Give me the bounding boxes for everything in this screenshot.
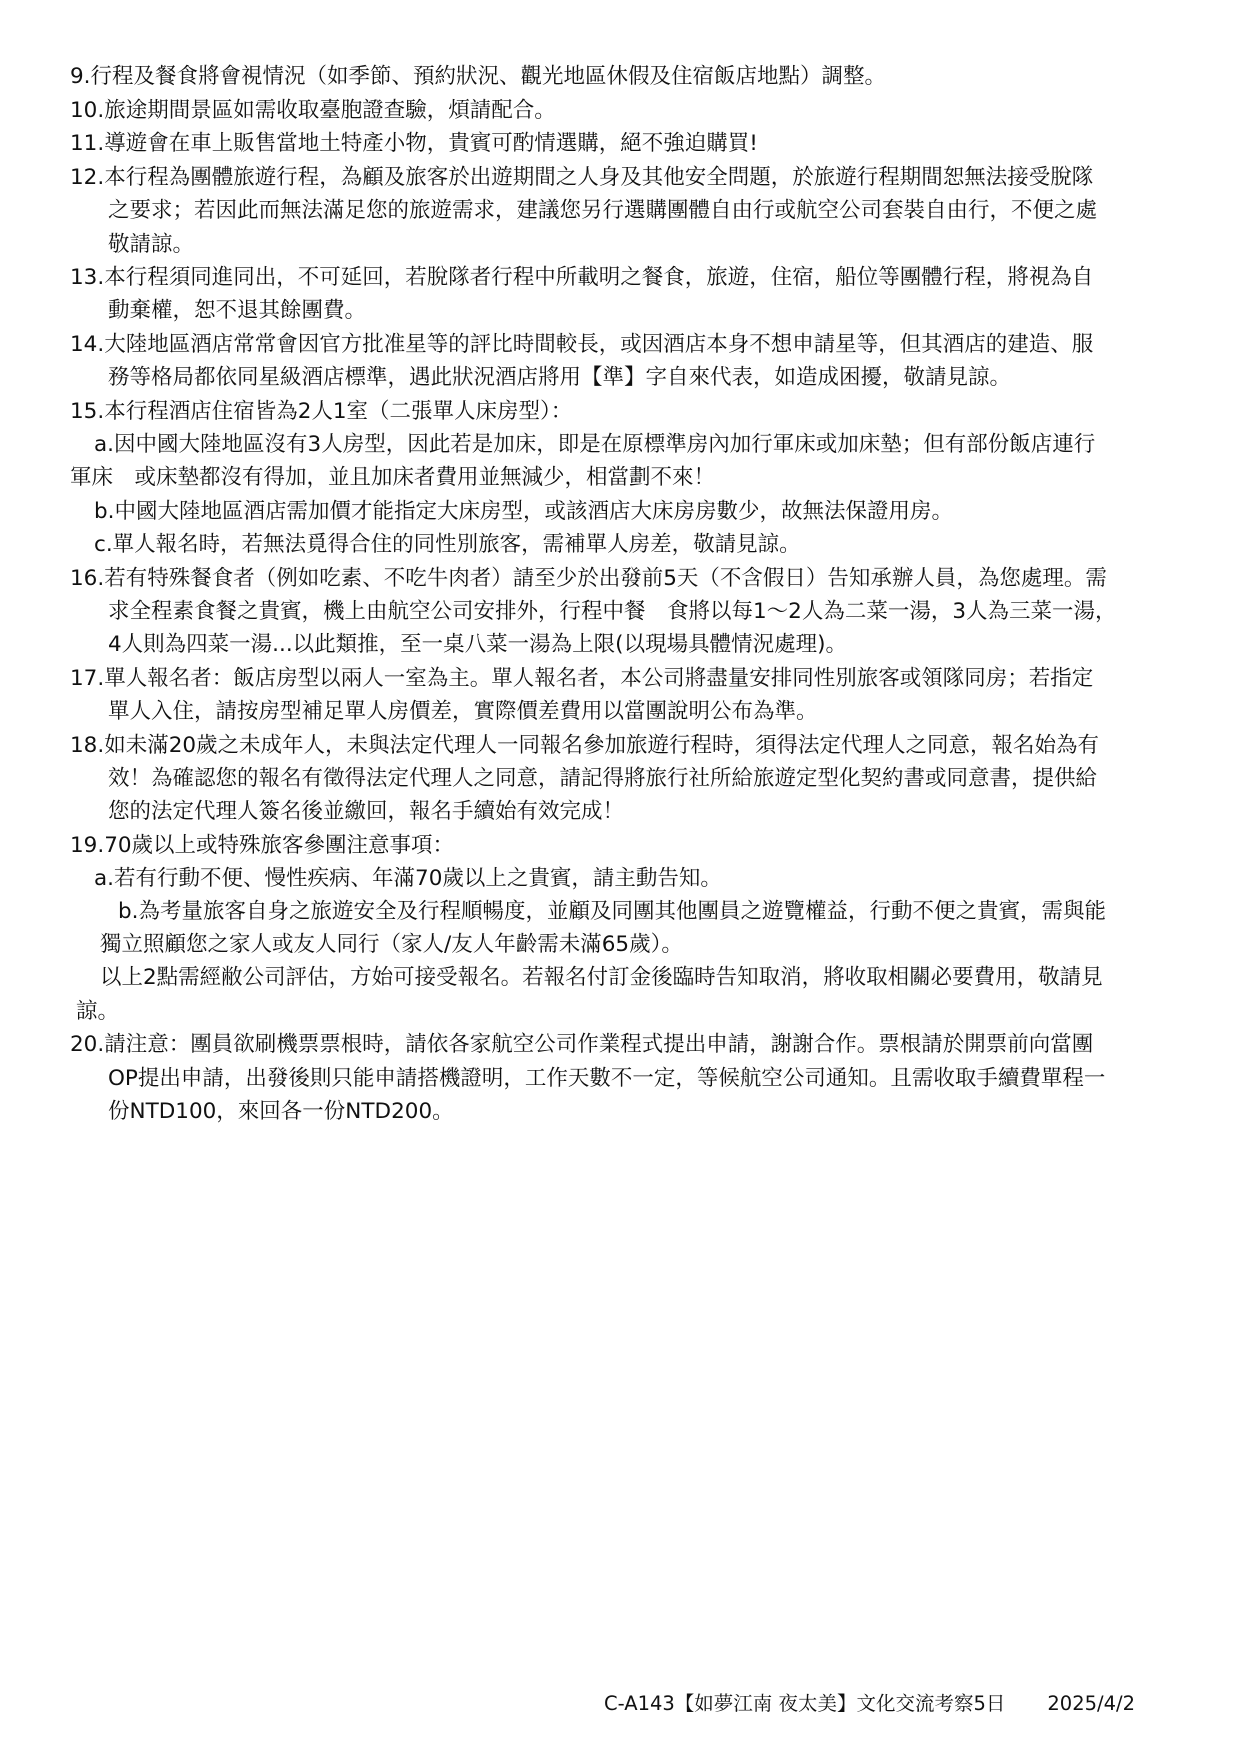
note-line: 12.本行程為團體旅遊行程，為顧及旅客於出遊期間之人身及其他安全問題，於旅遊行程期間恕無法接受脫隊 (70, 165, 1094, 191)
note-subline: 獨立照顧您之家人或友人同行（家人/友人年齡需未滿65歲）。 (100, 932, 683, 958)
note-subline: 諒。 (76, 998, 120, 1024)
note-item-20 (70, 1028, 1180, 1128)
note-line: 17.單人報名者：飯店房型以兩人一室為主。單人報名者，本公司將盡量安排同性別旅客或領隊同房；若指定 (70, 665, 1094, 691)
note-line: 動棄權，恕不退其餘團費。 (108, 298, 367, 324)
note-subline: c.單人報名時，若無法覓得合住的同性別旅客，需補單人房差，敬請見諒。 (94, 531, 801, 557)
note-subline: 以上2點需經敝公司評估，方始可接受報名。若報名付訂金後臨時告知取消，將收取相關必要費用，敬請見 (100, 965, 1103, 991)
note-subline: a.若有行動不便、慢性疾病、年滿70歲以上之貴賓，請主動告知。 (94, 865, 722, 891)
note-item-9 (70, 60, 1180, 93)
note-line: 20.請注意：團員欲刷機票票根時，請依各家航空公司作業程式提出申請，謝謝合作。票根請於開票前向當團 (70, 1032, 1094, 1058)
note-subline: b.為考量旅客自身之旅遊安全及行程順暢度，並顧及同團其他團員之遊覽權益，行動不便之貴賓，需與能 (118, 899, 1106, 925)
note-subline: 軍床 或床墊都沒有得加，並且加床者費用並無減少，相當劃不來！ (70, 465, 716, 491)
note-line: 16.若有特殊餐食者（例如吃素、不吃牛肉者）請至少於出發前5天（不含假日）告知承辦人員，為您處理。需 (70, 565, 1107, 591)
note-item-18 (70, 729, 1180, 829)
note-item-17 (70, 662, 1180, 728)
note-line: OP提出申請，出發後則只能申請搭機證明，工作天數不一定，等候航空公司通知。且需收取手續費單程一 (108, 1065, 1106, 1091)
note-line: 14.大陸地區酒店常常會因官方批准星等的評比時間較長，或因酒店本身不想申請星等，但其酒店的建造、服 (70, 332, 1094, 358)
note-line: 18.如未滿20歲之未成年人，未與法定代理人一同報名參加旅遊行程時，須得法定代理人之同意，報名始為有 (70, 732, 1100, 758)
note-line: 敬請諒。 (108, 231, 195, 257)
note-line: 您的法定代理人簽名後並繳回，報名手續始有效完成！ (108, 798, 625, 824)
note-line: 13.本行程須同進同出，不可延回，若脫隊者行程中所載明之餐食，旅遊，住宿，船位等團體行程，將視為自 (70, 265, 1094, 291)
note-item-13 (70, 261, 1180, 327)
note-item-15 (70, 395, 1180, 561)
travel-notes (70, 60, 1180, 1129)
note-item-19 (70, 829, 1180, 1028)
note-item-14 (70, 328, 1180, 394)
note-line: 單人入住，請按房型補足單人房價差，實際價差費用以當團說明公布為準。 (108, 698, 818, 724)
note-line: 19.70歲以上或特殊旅客參團注意事項： (70, 832, 455, 858)
note-line: 11.導遊會在車上販售當地土特產小物，貴賓可酌情選購，絕不強迫購買! (70, 131, 758, 157)
footer-date: 2025/4/2 (1047, 1692, 1135, 1715)
note-item-10 (70, 94, 1180, 127)
note-line: 10.旅途期間景區如需收取臺胞證查驗，煩請配合。 (70, 97, 556, 123)
note-line: 份NTD100，來回各一份NTD200。 (108, 1098, 454, 1124)
note-item-12 (70, 161, 1180, 261)
note-line: 之要求；若因此而無法滿足您的旅遊需求，建議您另行選購團體自由行或航空公司套裝自由行，不便之處 (108, 198, 1098, 224)
note-item-11 (70, 127, 1180, 160)
note-line: 求全程素食餐之貴賓，機上由航空公司安排外，行程中餐 食將以每1～2人為二菜一湯，3人為三菜一湯， (108, 598, 1117, 624)
note-subline: a.因中國大陸地區沒有3人房型，因此若是加床，即是在原標準房內加行軍床或加床墊；但有部份飯店連行 (94, 432, 1096, 458)
note-line: 效！為確認您的報名有徵得法定代理人之同意，請記得將旅行社所給旅遊定型化契約書或同意書，提供給 (108, 765, 1098, 791)
note-line: 15.本行程酒店住宿皆為2人1室（二張單人床房型）： (70, 399, 573, 425)
note-line: 4人則為四菜一湯...以此類推，至一桌八菜一湯為上限(以現場具體情況處理)。 (108, 631, 847, 657)
note-line: 9.行程及餐食將會視情況（如季節、預約狀況、觀光地區休假及住宿飯店地點）調整。 (70, 64, 887, 89)
note-item-16 (70, 562, 1180, 662)
footer-itinerary-title: C-A143【如夢江南 夜太美】文化交流考察5日 (604, 1692, 1006, 1715)
page-footer (604, 1688, 1135, 1716)
note-line: 務等格局都依同星級酒店標準，遇此狀況酒店將用【準】字自來代表，如造成困擾，敬請見諒。 (108, 365, 1012, 391)
note-subline: b.中國大陸地區酒店需加價才能指定大床房型，或該酒店大床房房數少，故無法保證用房。 (94, 498, 953, 524)
